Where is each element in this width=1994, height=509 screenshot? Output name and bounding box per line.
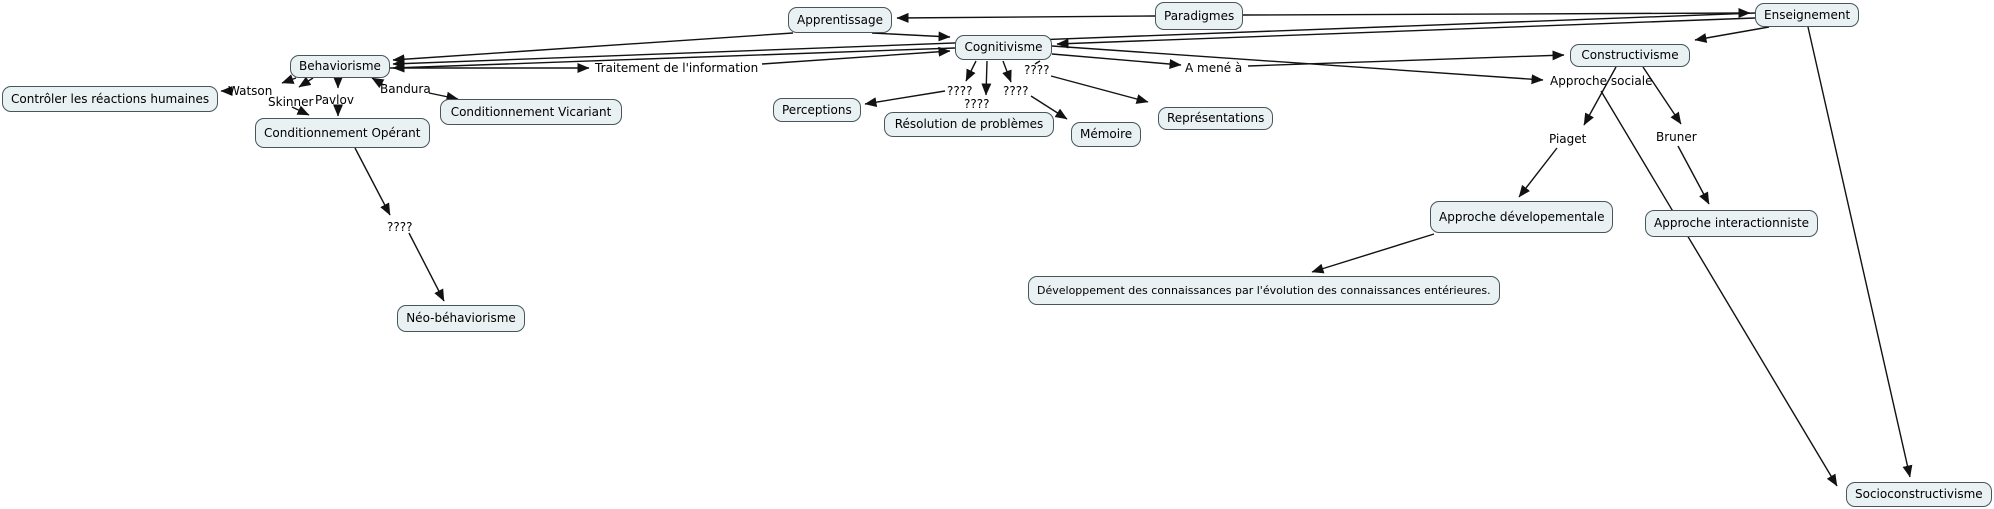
edge-cognitivisme-q1[interactable] — [966, 61, 976, 81]
edge-behaviorisme-watson[interactable] — [282, 78, 296, 83]
edge-behaviorisme-skinner[interactable] — [299, 78, 313, 87]
phrase-unknown-1[interactable]: ???? — [947, 84, 973, 98]
concept-socioconstructivisme[interactable]: Socioconstructivisme — [1846, 482, 1992, 507]
phrase-unknown-5[interactable]: ???? — [387, 220, 413, 234]
edge-cognitivisme-q2[interactable] — [986, 61, 987, 95]
phrase-a-mene-a[interactable]: A mené à — [1185, 61, 1243, 75]
edge-q4-representations[interactable] — [1051, 76, 1148, 102]
phrase-bruner[interactable]: Bruner — [1656, 130, 1697, 144]
concept-perceptions[interactable]: Perceptions — [773, 98, 861, 122]
concept-conditionnement-vicariant[interactable]: Conditionnement Vicariant — [440, 99, 622, 125]
phrase-traitement-information[interactable]: Traitement de l'information — [595, 61, 759, 75]
edge-cognitivisme-approche-sociale[interactable] — [1052, 46, 1543, 80]
phrase-unknown-2[interactable]: ???? — [964, 97, 990, 111]
edge-cognitivisme-a-mene-a[interactable] — [1052, 54, 1181, 65]
phrase-watson[interactable]: Watson — [228, 84, 273, 98]
edge-enseignement-constructivisme[interactable] — [1695, 27, 1769, 40]
edge-approche-sociale-socioconstructivisme[interactable] — [1601, 91, 1837, 486]
edge-paradigmes-enseignement[interactable] — [1243, 13, 1750, 15]
concept-behaviorisme[interactable]: Behaviorisme — [290, 55, 390, 78]
concept-approche-developpementale[interactable]: Approche dévelopementale — [1430, 201, 1613, 233]
concept-enseignement[interactable]: Enseignement — [1755, 3, 1859, 27]
phrase-unknown-3[interactable]: ???? — [1003, 84, 1029, 98]
edge-cognitivisme-q3[interactable] — [1003, 61, 1011, 82]
edge-paradigmes-apprentissage[interactable] — [897, 16, 1155, 18]
edge-enseignement-socioconstructivisme[interactable] — [1808, 27, 1910, 477]
concept-paradigmes[interactable]: Paradigmes — [1155, 2, 1243, 30]
concept-conditionnement-operant[interactable]: Conditionnement Opérant — [255, 118, 430, 148]
edge-traitement-cognitivisme[interactable] — [762, 51, 950, 64]
concept-memoire[interactable]: Mémoire — [1071, 122, 1141, 147]
concept-developpement-connaissances[interactable]: Développement des connaissances par l'évolution des connaissances entérieures. — [1028, 276, 1500, 305]
edge-apprentissage-cognitivisme[interactable] — [872, 33, 950, 37]
phrase-skinner[interactable]: Skinner — [268, 95, 314, 109]
concept-representations[interactable]: Représentations — [1158, 107, 1273, 130]
edge-approche-dev-developpement[interactable] — [1312, 234, 1434, 272]
concept-apprentissage[interactable]: Apprentissage — [788, 7, 892, 33]
phrase-piaget[interactable]: Piaget — [1549, 132, 1587, 146]
concept-resolution-problemes[interactable]: Résolution de problèmes — [884, 112, 1054, 137]
phrase-unknown-4[interactable]: ???? — [1024, 63, 1050, 77]
concept-constructivisme[interactable]: Constructivisme — [1570, 44, 1690, 67]
edge-bruner-approche-inter[interactable] — [1678, 146, 1709, 204]
edge-a-mene-a-constructivisme[interactable] — [1248, 55, 1564, 66]
concept-approche-interactionniste[interactable]: Approche interactionniste — [1645, 210, 1818, 237]
phrase-approche-sociale[interactable]: Approche sociale — [1550, 74, 1653, 88]
edge-cond-operant-q5[interactable] — [355, 148, 390, 215]
concept-cognitivisme[interactable]: Cognitivisme — [955, 35, 1052, 60]
phrase-pavlov[interactable]: Pavlov — [315, 93, 354, 107]
concept-neo-behaviorisme[interactable]: Néo-béhaviorisme — [397, 305, 525, 332]
edge-q5-neo-behaviorisme[interactable] — [409, 233, 444, 301]
phrase-bandura[interactable]: Bandura — [380, 82, 431, 96]
concept-controler-reactions[interactable]: Contrôler les réactions humaines — [2, 86, 218, 112]
edge-q1-perceptions[interactable] — [865, 91, 945, 104]
edge-piaget-approche-dev[interactable] — [1519, 148, 1557, 197]
